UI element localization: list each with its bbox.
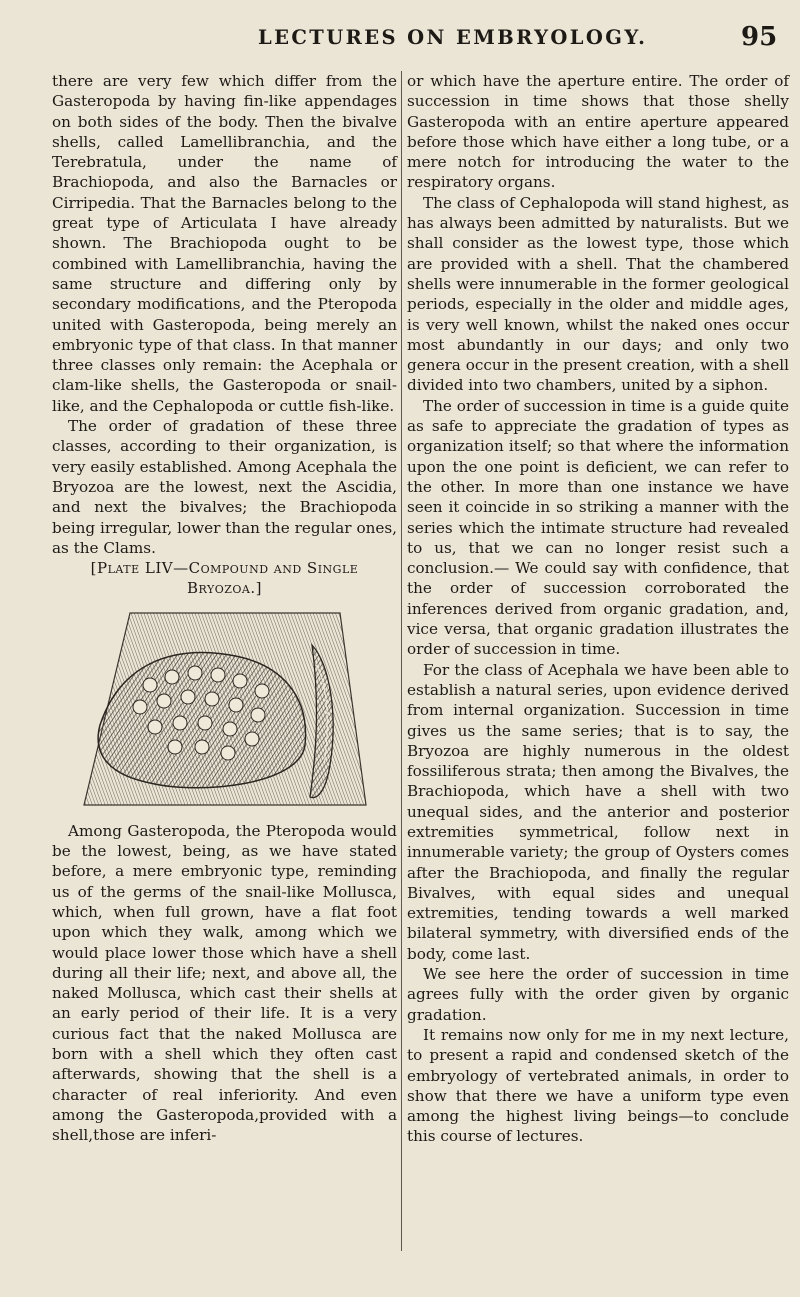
running-title: LECTURES ON EMBRYOLOGY. [258,26,648,49]
plate-caption: [Plate LIV—Compound and Single Bryozoa.] [90,559,359,598]
page-number: 95 [741,22,778,52]
left-paragraph-1: there are very few which differ from the Gasteropoda by having fin-like appendages on both sides of the body. Then the bivalve shells, called Lamellibranchia, and the Terebratula, under the name of Brachiopoda, and also the Barnacles or Cirripedia. That the Barnacles belong to the great type of Articulata I have already shown. The Brachiopoda ought to be combined with Lamellibranchia, having the same structure and differing only by secondary modifications, and the Pteropoda united with Gasteropoda, being merely an embryonic type of that class. In that manner three classes only remain: the Acephala or clam-like shells, the Gasteropoda or snail-like, and the Cephalopoda or cuttle fish-like. [52,72,397,415]
right-paragraph-5: We see here the order of succession in time agrees fully with the order given by organic gradation. [407,965,789,1024]
right-column [407,71,789,1147]
right-paragraph-6: It remains now only for me in my next lecture, to present a rapid and condensed sketch of the embryology of vertebrated animals, in order to show that there we have a uniform type even among the highest living beings—to conclude this course of lectures. [407,1025,789,1146]
right-paragraph-3: The order of succession in time is a guide quite as safe to appreciate the gradation of types as organization itself; so that where the information upon the one point is deficient, we can refer to the other. In more than one instance we have seen it coincide in so striking a manner with the series which the intimate structure had revealed to us, that we can no longer resist such a conclusion.— We could say with confidence, that the order of succession corroborated the inferences derived from organic gradation, and, vice versa, that organic gradation illustrates the order of succession in time. [407,396,789,659]
column-divider [401,71,402,1251]
right-paragraph-1: or which have the aperture entire. The order of succession in time shows that those shelly Gasteropoda with an entire aperture appeared before those which have either a long tube, or a mere notch for introducing the water to the respiratory organs. [407,72,789,192]
right-paragraph-2: The class of Cephalopoda will stand highest, as has always been admitted by naturalists. But we shall consider as the lowest type, those which are provided with a shell. That the chambered shells were innumerable in the former geological periods, especially in the older and middle ages, is very well known, whilst the naked ones occur most abundantly in our days; and only two genera occur in the present creation, with a shell divided into two chambers, united by a siphon. [407,193,789,395]
right-paragraph-4: For the class of Acephala we have been able to establish a natural series, upon evidence derived from internal organization. Succession in time gives us the same series; that is to say, the Bryozoa are highly numerous in the oldest fossiliferous strata; then among the Bivalves, the Brachiopoda, which have a shell with two unequal sides, and the anterior and posterior extremities symmetrical, follow next in innumerable variety; the group of Oysters comes after the Brachiopoda, and finally the regular Bivalves, with equal sides and unequal extremities, tending towards a well marked bilateral symmetry, with diversified ends of the body, come last. [407,660,789,963]
left-paragraph-2: The order of gradation of these three classes, according to their organization, is very easily established. Among Acephala the Bryozoa are the lowest, next the Ascidia, and next the bivalves; the Brachiopoda being irregular, lower than the regular ones, as the Clams. [52,417,397,557]
running-head [0,22,800,62]
bryozoa-illustration [80,605,370,815]
left-paragraph-3: Among Gasteropoda, the Pteropoda would be the lowest, being, as we have stated before, a mere embryonic type, reminding us of the germs of the snail-like Mollusca, which, when full grown, have a flat foot upon which they walk, among which we would place lower those which have a shell during all their life; next, and above all, the naked Mollusca, which cast their shells at an early period of their life. It is a very curious fact that the naked Mollusca are born with a shell which they often cast afterwards, showing that the shell is a character of real inferiority. And even among the Gasteropoda,provided with a shell,those are inferi- [52,821,397,1145]
left-column [52,71,397,1145]
